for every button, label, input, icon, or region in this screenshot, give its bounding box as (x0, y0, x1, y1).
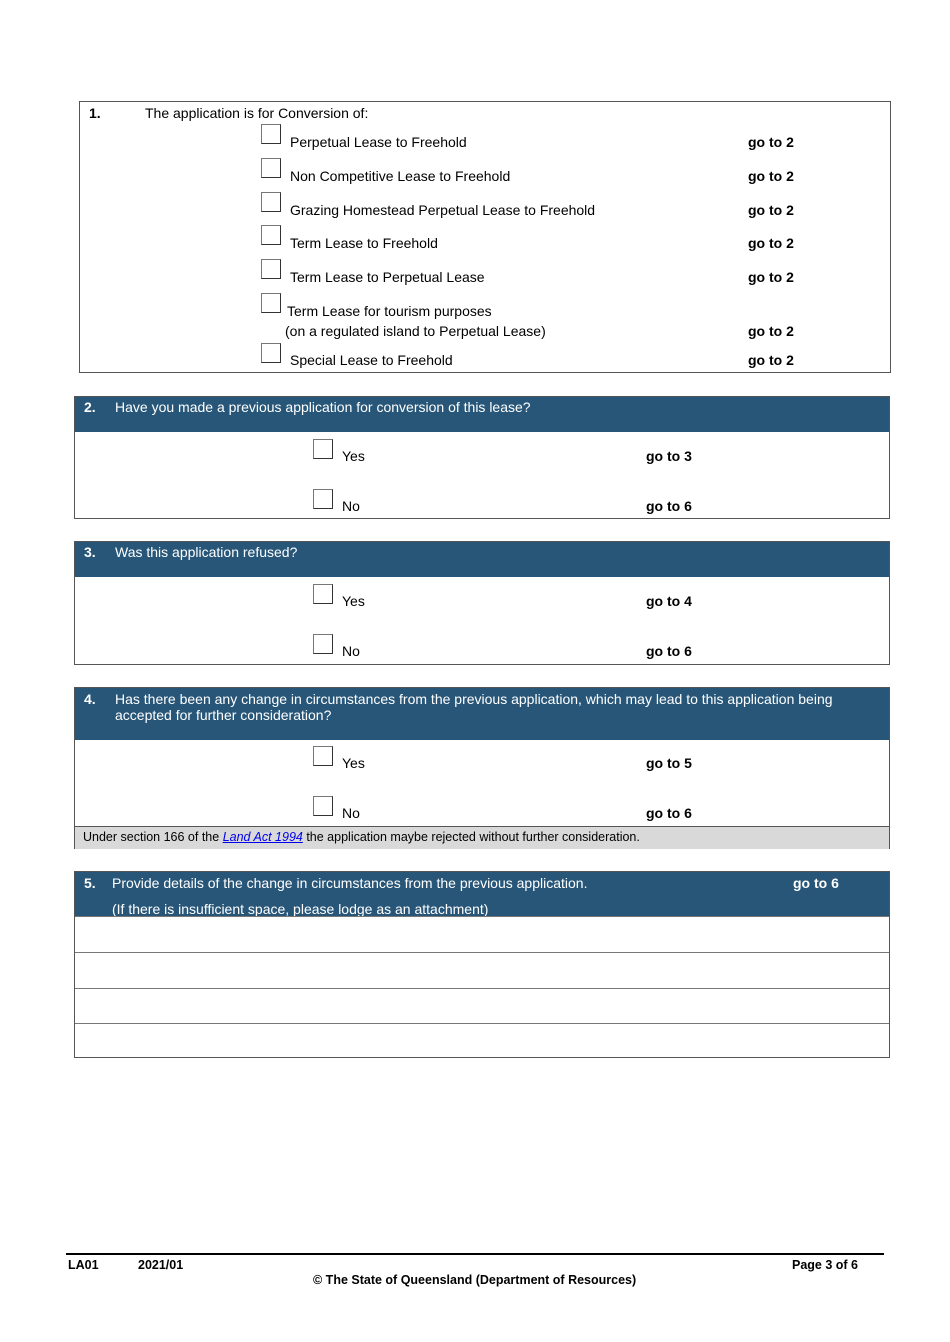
q2-goto-no: go to 6 (646, 498, 692, 514)
question-5-text: Provide details of the change in circumstances from the previous application. (112, 875, 588, 891)
q3-checkbox-no[interactable] (313, 634, 333, 654)
question-3-section (74, 541, 890, 665)
q4-option-no-label: No (342, 805, 360, 821)
q2-checkbox-yes[interactable] (313, 439, 333, 459)
q1-option-label: Term Lease for tourism purposes (287, 303, 492, 319)
q1-checkbox-non-competitive[interactable] (261, 158, 281, 178)
q2-checkbox-no[interactable] (313, 489, 333, 509)
q1-checkbox-grazing-homestead[interactable] (261, 192, 281, 212)
answer-line-2[interactable] (75, 952, 889, 988)
q1-goto: go to 2 (748, 235, 794, 251)
q3-goto-no: go to 6 (646, 643, 692, 659)
question-4-text-line2: accepted for further consideration? (115, 707, 332, 723)
question-3-number: 3. (84, 544, 96, 560)
q1-goto: go to 2 (748, 202, 794, 218)
q1-goto: go to 2 (748, 134, 794, 150)
q4-goto-yes: go to 5 (646, 755, 692, 771)
q4-goto-no: go to 6 (646, 805, 692, 821)
question-4-number: 4. (84, 691, 96, 707)
q1-option-label: Term Lease to Perpetual Lease (290, 269, 485, 285)
land-act-link[interactable]: Land Act 1994 (222, 830, 303, 844)
question-1-text: The application is for Conversion of: (145, 105, 369, 121)
question-4-text-line1: Has there been any change in circumstances from the previous application, which may lead to this application being (115, 691, 833, 707)
q4-note-prefix: Under section 166 of the (83, 830, 223, 844)
q1-option-label: Perpetual Lease to Freehold (290, 134, 467, 150)
question-5-subnote: (If there is insufficient space, please lodge as an attachment) (112, 901, 489, 917)
q1-checkbox-term-lease-perpetual[interactable] (261, 259, 281, 279)
answer-line-4[interactable] (75, 1023, 889, 1059)
question-4-header (75, 688, 889, 740)
q4-note-suffix: the application maybe rejected without further consideration. (302, 830, 640, 844)
q4-note-bar (75, 826, 889, 849)
q1-checkbox-term-lease-freehold[interactable] (261, 225, 281, 245)
q4-option-yes-label: Yes (342, 755, 365, 771)
answer-line-1[interactable] (75, 916, 889, 952)
q1-option-label: Non Competitive Lease to Freehold (290, 168, 511, 184)
answer-line-3[interactable] (75, 988, 889, 1024)
footer-rule (66, 1253, 884, 1255)
q1-option-label: Grazing Homestead Perpetual Lease to Freehold (290, 202, 596, 218)
question-2-text: Have you made a previous application for conversion of this lease? (115, 399, 531, 415)
footer-copyright: © The State of Queensland (Department of Resources) (313, 1273, 637, 1287)
question-5-header (75, 872, 889, 916)
q4-checkbox-no[interactable] (313, 796, 333, 816)
q1-option-label-line2: (on a regulated island to Perpetual Lease) (285, 323, 546, 339)
question-4-section (74, 687, 890, 849)
q1-checkbox-perpetual-lease[interactable] (261, 124, 281, 144)
question-3-header (75, 542, 889, 577)
question-1-section (79, 101, 891, 373)
question-5-number: 5. (84, 875, 96, 891)
q3-goto-yes: go to 4 (646, 593, 692, 609)
q1-goto: go to 2 (748, 352, 794, 368)
question-1-number: 1. (89, 105, 101, 121)
question-5-section (74, 871, 890, 1058)
q3-checkbox-yes[interactable] (313, 584, 333, 604)
q1-goto: go to 2 (748, 269, 794, 285)
q4-checkbox-yes[interactable] (313, 746, 333, 766)
question-2-number: 2. (84, 399, 96, 415)
q1-goto: go to 2 (748, 323, 794, 339)
footer-form-code: LA01 (68, 1258, 99, 1272)
q1-option-label: Special Lease to Freehold (290, 352, 453, 368)
footer-version: 2021/01 (138, 1258, 184, 1272)
q1-checkbox-term-lease-tourism[interactable] (261, 293, 281, 313)
question-3-text: Was this application refused? (115, 544, 298, 560)
question-2-section (74, 396, 890, 519)
footer-page-number: Page 3 of 6 (792, 1258, 858, 1272)
q1-checkbox-special-lease[interactable] (261, 343, 281, 363)
question-5-goto: go to 6 (793, 875, 839, 891)
q2-goto-yes: go to 3 (646, 448, 692, 464)
q2-option-yes-label: Yes (342, 448, 365, 464)
question-2-header (75, 397, 889, 432)
q3-option-no-label: No (342, 643, 360, 659)
q2-option-no-label: No (342, 498, 360, 514)
q1-goto: go to 2 (748, 168, 794, 184)
q3-option-yes-label: Yes (342, 593, 365, 609)
q1-option-label: Term Lease to Freehold (290, 235, 438, 251)
